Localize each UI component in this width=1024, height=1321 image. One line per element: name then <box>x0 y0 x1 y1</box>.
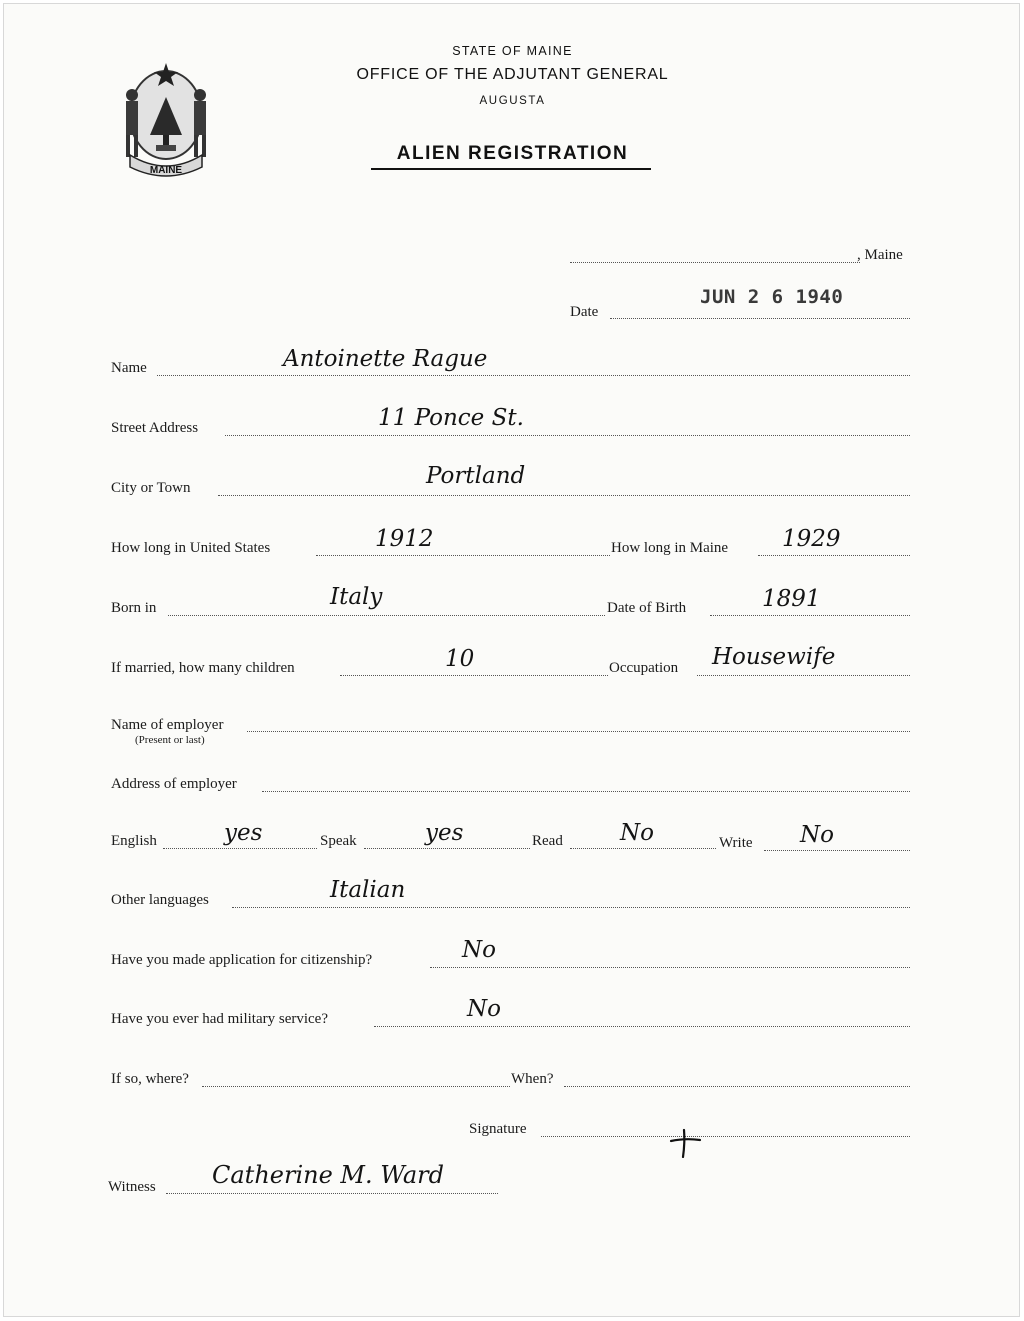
born-in-value: Italy <box>330 584 383 610</box>
read-line <box>570 848 716 849</box>
military-label: Have you ever had military service? <box>111 1011 328 1027</box>
employer-name-label: Name of employer <box>111 717 224 733</box>
employer-address-line <box>262 791 910 792</box>
other-languages-label: Other languages <box>111 892 209 908</box>
born-in-label: Born in <box>111 600 157 616</box>
write-label: Write <box>719 835 753 851</box>
citizenship-label: Have you made application for citizenship? <box>111 952 373 968</box>
seal-banner-label: MAINE <box>149 165 183 176</box>
state-heading: STATE OF MAINE <box>452 44 573 58</box>
name-label: Name <box>111 360 147 376</box>
street-address-line <box>225 435 910 436</box>
date-of-birth-value: 1891 <box>762 586 821 612</box>
date-stamp: JUN 2 6 1940 <box>700 286 844 308</box>
write-line <box>764 850 910 851</box>
city-label: City or Town <box>111 480 191 496</box>
citizenship-line <box>430 967 910 968</box>
where-line <box>202 1086 510 1087</box>
other-languages-value: Italian <box>330 877 406 903</box>
children-value: 10 <box>445 646 475 672</box>
street-address-label: Street Address <box>111 420 199 436</box>
signature-line <box>541 1136 910 1137</box>
when-label: When? <box>511 1071 554 1087</box>
date-of-birth-line <box>710 615 910 616</box>
form-title: ALIEN REGISTRATION <box>396 143 629 164</box>
read-label: Read <box>532 833 563 849</box>
name-line <box>157 375 910 376</box>
how-long-maine-value: 1929 <box>782 526 841 552</box>
occupation-label: Occupation <box>609 660 679 676</box>
born-in-line <box>168 615 605 616</box>
how-long-maine-label: How long in Maine <box>611 540 729 556</box>
location-line <box>570 262 860 263</box>
english-value: yes <box>224 820 263 846</box>
witness-label: Witness <box>108 1179 156 1195</box>
witness-value: Catherine M. Ward <box>212 1161 444 1189</box>
military-value: No <box>467 996 501 1022</box>
when-line <box>564 1086 910 1087</box>
how-long-us-value: 1912 <box>375 526 434 552</box>
speak-value: yes <box>425 820 464 846</box>
how-long-us-label: How long in United States <box>111 540 271 556</box>
how-long-us-line <box>316 555 610 556</box>
city-heading: AUGUSTA <box>479 95 546 107</box>
read-value: No <box>620 820 654 846</box>
employer-name-sublabel: (Present or last) <box>135 734 205 746</box>
military-line <box>374 1026 910 1027</box>
speak-line <box>364 848 530 849</box>
english-label: English <box>111 833 157 849</box>
write-value: No <box>800 822 834 848</box>
where-label: If so, where? <box>111 1071 189 1087</box>
date-of-birth-label: Date of Birth <box>607 600 687 616</box>
occupation-line <box>697 675 910 676</box>
other-languages-line <box>232 907 910 908</box>
date-line <box>610 318 910 319</box>
maine-state-seal-icon <box>112 55 220 183</box>
children-line <box>340 675 608 676</box>
employer-name-line <box>247 731 910 732</box>
children-label: If married, how many children <box>111 660 295 676</box>
employer-address-label: Address of employer <box>111 776 237 792</box>
location-suffix: , Maine <box>857 247 903 263</box>
name-value: Antoinette Rague <box>283 346 488 372</box>
occupation-value: Housewife <box>712 644 836 670</box>
citizenship-value: No <box>462 937 496 963</box>
city-line <box>218 495 910 496</box>
speak-label: Speak <box>320 833 357 849</box>
street-address-value: 11 Ponce St. <box>378 405 524 431</box>
date-label: Date <box>570 304 599 320</box>
office-heading: OFFICE OF THE ADJUTANT GENERAL <box>356 66 669 83</box>
signature-label: Signature <box>469 1121 527 1137</box>
witness-line <box>166 1193 498 1194</box>
city-value: Portland <box>426 463 526 489</box>
how-long-maine-line <box>758 555 910 556</box>
english-line <box>163 848 317 849</box>
signature-cross-mark-icon <box>668 1128 702 1158</box>
title-underline <box>371 168 651 170</box>
